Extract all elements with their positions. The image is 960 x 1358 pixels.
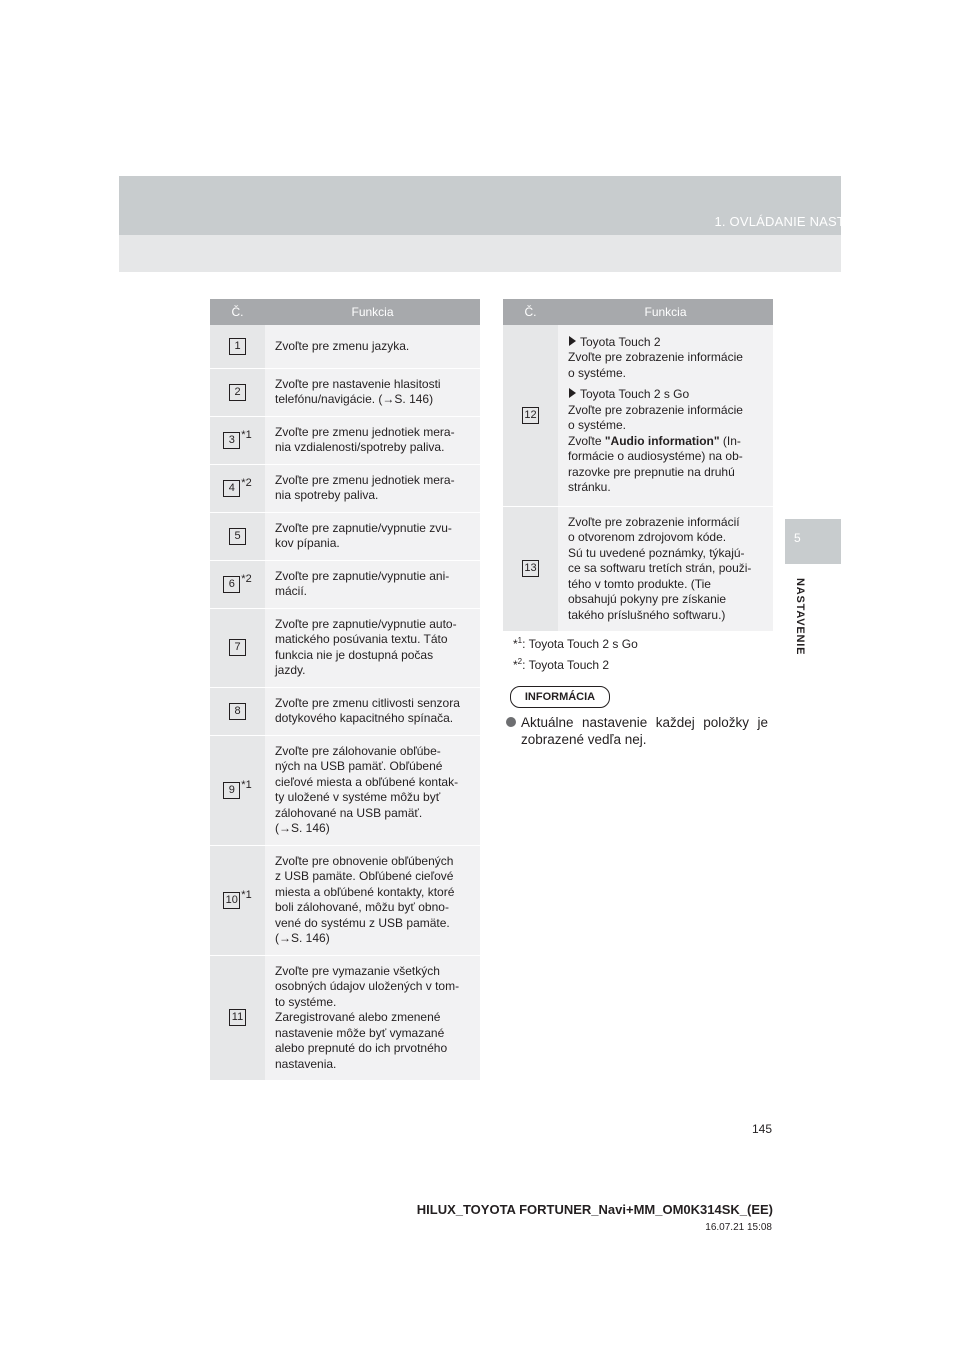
text-line: stránku.	[568, 480, 611, 495]
audio-information-button-ref: "Audio information"	[604, 433, 720, 448]
item-number-box: 4	[223, 480, 240, 497]
item-function-cell	[265, 687, 480, 735]
text-line: nia spotreby paliva.	[275, 488, 379, 502]
text-line: (→S. 146)	[275, 931, 330, 945]
table-row	[210, 416, 480, 464]
item-number-box: 12	[522, 407, 539, 424]
item-footnote-mark: *2	[241, 476, 252, 489]
item-number-cell	[210, 464, 265, 512]
section-title: 1. OVLÁDANIE NASTAVENIA	[714, 214, 892, 229]
item-number-cell	[210, 735, 265, 845]
table-row	[210, 512, 480, 560]
text-line: nia vzdialenosti/spotreby paliva.	[275, 440, 445, 454]
table-row	[210, 464, 480, 512]
text-line: alebo prepnuté do ich prvotného	[275, 1041, 448, 1055]
text-line: o systéme.	[568, 418, 627, 433]
text-line: ných na USB pamäť. Obľúbené	[275, 759, 443, 773]
item-number-box: 5	[229, 528, 246, 545]
text-line: miesta a obľúbené kontakty, ktoré	[275, 884, 455, 899]
variant-block-touch2	[568, 335, 765, 382]
text-line: Zvoľte pre zapnutie/vypnutie ani-	[275, 568, 450, 583]
chapter-label: NASTAVENIE	[794, 578, 806, 656]
item-number-cell	[210, 845, 265, 955]
item-function-cell	[558, 325, 773, 506]
item-function-cell	[265, 416, 480, 464]
text-line: Zvoľte pre zmenu jazyka.	[275, 338, 410, 353]
text-line: tého v tomto produkte. (Tie	[568, 576, 711, 591]
bullet-dot-icon	[506, 717, 516, 727]
text-line: razovke pre prepnutie na druhú	[568, 464, 735, 479]
function-table-left	[210, 299, 480, 1081]
item-function-cell	[558, 506, 773, 632]
item-number-cell	[210, 608, 265, 687]
chapter-number: 5	[794, 531, 801, 545]
text-line: takého príslušného softwaru.)	[568, 607, 726, 622]
column-header-no: Č.	[210, 299, 265, 325]
variant-block-touch2-go	[568, 387, 765, 496]
text-line: ty uložené v systéme môžu byť	[275, 790, 441, 804]
document-date: 16.07.21 15:08	[705, 1222, 772, 1233]
triangle-bullet-icon	[569, 336, 576, 346]
table-row	[503, 325, 773, 506]
text-line: Zvoľte pre zobrazenie informácií	[568, 514, 740, 529]
text-line: zálohované na USB pamäť.	[275, 805, 423, 820]
item-number-box: 10	[223, 892, 240, 909]
select-prefix: Zvoľte	[568, 433, 605, 448]
item-footnote-mark: *1	[241, 778, 252, 791]
text-line: dotykového kapacitného spínača.	[275, 711, 454, 725]
table-row	[210, 735, 480, 845]
table-row	[210, 368, 480, 416]
item-number-cell	[210, 368, 265, 416]
function-table-right	[503, 299, 773, 632]
footnotes	[513, 632, 638, 674]
text-line: (→S. 146)	[275, 821, 330, 835]
text-line: telefónu/navigácie. (→S. 146)	[275, 392, 434, 406]
item-function-cell	[265, 325, 480, 368]
item-number-box: 2	[229, 384, 246, 401]
text-line: formácie o audiosystéme) na ob-	[568, 449, 743, 464]
text-line: kov pípania.	[275, 536, 340, 550]
text-line: obsahujú pokyny pre získanie	[568, 592, 727, 606]
document-code: HILUX_TOYOTA FORTUNER_Navi+MM_OM0K314SK_(EE)	[416, 1202, 773, 1217]
item-function-cell	[265, 368, 480, 416]
info-bullet	[506, 714, 768, 748]
text-line: Zvoľte pre vymazanie všetkých	[275, 963, 440, 978]
column-header-function: Funkcia	[265, 299, 480, 325]
item-number-cell	[210, 512, 265, 560]
item-number-box: 8	[229, 703, 246, 720]
text-line: matického posúvania textu. Táto	[275, 632, 448, 646]
text-line: Zvoľte pre zobrazenie informácie	[568, 402, 743, 417]
text-line: to systéme.	[275, 994, 337, 1009]
item-number-box: 7	[229, 639, 246, 656]
text-line: mácií.	[275, 584, 308, 598]
item-number-cell	[503, 506, 558, 632]
text-line: nastavenia.	[275, 1056, 337, 1071]
table-header-row	[210, 299, 480, 325]
item-number-box: 13	[522, 560, 539, 577]
item-function-cell	[265, 560, 480, 608]
info-bullet-text: Aktuálne nastavenie každej položky je zobrazené vedľa nej.	[521, 715, 768, 747]
item-number-cell	[503, 325, 558, 506]
text-line: z USB pamäte. Obľúbené cieľové	[275, 869, 454, 883]
page-number: 145	[751, 1122, 772, 1136]
table-row	[210, 845, 480, 955]
table-row	[210, 325, 480, 368]
text-line: boli zálohované, môžu byť obno-	[275, 900, 449, 914]
table-row	[503, 506, 773, 632]
text-line: Zvoľte pre zmenu citlivosti senzora	[275, 695, 460, 710]
text-line: Zvoľte pre zapnutie/vypnutie auto-	[275, 616, 457, 631]
text-line: Zaregistrované alebo zmenené	[275, 1010, 441, 1024]
item-footnote-mark: *1	[241, 888, 252, 901]
item-number-box: 1	[229, 338, 246, 355]
text-line: Zvoľte pre obnovenie obľúbených	[275, 853, 454, 868]
text-line: Zvoľte pre zmenu jednotiek mera-	[275, 424, 455, 439]
table-row	[210, 560, 480, 608]
item-number-cell	[210, 325, 265, 368]
item-number-cell	[210, 416, 265, 464]
text-line: cieľové miesta a obľúbené kontak-	[275, 774, 459, 789]
variant-title: Toyota Touch 2 s Go	[580, 387, 690, 402]
text-line: vené do systému z USB pamäte.	[275, 915, 450, 930]
text-line: Zvoľte pre zapnutie/vypnutie zvu-	[275, 520, 452, 535]
text-line: Sú tu uvedené poznámky, týkajú-	[568, 545, 745, 560]
text-line: Zvoľte pre zobrazenie informácie	[568, 350, 743, 365]
item-number-box: 6	[223, 576, 240, 593]
item-function-cell	[265, 608, 480, 687]
info-badge: INFORMÁCIA	[510, 686, 610, 708]
text-line: funkcia nie je dostupná počas	[275, 647, 434, 662]
item-number-cell	[210, 687, 265, 735]
item-number-cell	[210, 955, 265, 1081]
text-line: Zvoľte pre zmenu jednotiek mera-	[275, 472, 455, 487]
item-number-box: 9	[223, 782, 240, 799]
text-line: Zvoľte pre nastavenie hlasitosti	[275, 376, 441, 391]
item-number-cell	[210, 560, 265, 608]
column-header-function: Funkcia	[558, 299, 773, 325]
footnote-2: *$^2$: Toyota Touch 2	[513, 657, 610, 672]
text-line: nastavenie môže byť vymazané	[275, 1025, 445, 1040]
text-line: osobných údajov uložených v tom-	[275, 979, 460, 993]
table-row	[210, 608, 480, 687]
select-suffix: (In-	[719, 433, 741, 448]
item-function-cell	[265, 735, 480, 845]
table-row	[210, 687, 480, 735]
text-line: o otvorenom zdrojovom kóde.	[568, 530, 727, 544]
item-function-cell	[265, 845, 480, 955]
text-line: ce sa softwaru tretích strán, použi-	[568, 561, 752, 575]
text-line: jazdy.	[275, 663, 306, 677]
column-header-no: Č.	[503, 299, 558, 325]
triangle-bullet-icon	[569, 388, 576, 398]
variant-title: Toyota Touch 2	[580, 334, 661, 349]
item-function-cell	[265, 955, 480, 1081]
text-line: Zvoľte pre zálohovanie obľúbe-	[275, 743, 441, 758]
item-function-cell	[265, 512, 480, 560]
item-number-box: 3	[223, 432, 240, 449]
item-footnote-mark: *2	[241, 572, 252, 585]
item-number-box: 11	[229, 1009, 246, 1026]
table-header-row	[503, 299, 773, 325]
item-footnote-mark: *1	[241, 428, 252, 441]
table-row	[210, 955, 480, 1081]
footnote-1: *$^1$: Toyota Touch 2 s Go	[513, 636, 638, 651]
item-function-cell	[265, 464, 480, 512]
text-line: o systéme.	[568, 365, 627, 380]
